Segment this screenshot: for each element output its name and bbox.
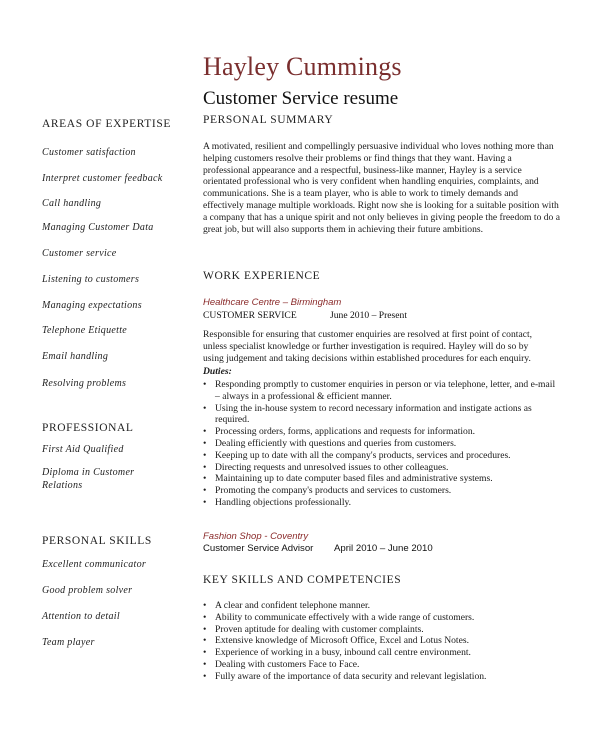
- expertise-item: Customer service: [42, 248, 117, 259]
- expertise-item: Managing expectations: [42, 300, 142, 311]
- skill-item: Attention to detail: [42, 611, 120, 622]
- job1-role: CUSTOMER SERVICE: [203, 310, 297, 321]
- expertise-item: Customer satisfaction: [42, 147, 136, 158]
- expertise-item: Managing Customer Data: [42, 222, 154, 233]
- professional-item: First Aid Qualified: [42, 444, 124, 455]
- expertise-item: Listening to customers: [42, 274, 140, 285]
- duty-item: • Using the in-house system to record necessary information and instigate actions as required.: [203, 402, 532, 426]
- duty-item: • Handling objections professionally.: [203, 496, 352, 508]
- summary-text: A motivated, resilient and compellingly persuasive individual who loves nothing more than helping customers resolve their problems or find things that they want. Having a professional appearance and a respectful, business-like manner, Hayley is a service orientated professional who is very confident when handling enquiries, complaints, and communications. She is a team player, who is able to work to timely demands and effectively manage multiple workloads. Right now she is looking for a suitable position with a company that has a unique spirit and not only believes in giving people the freedom to do a great job, but will also supports them in achieving their future ambitions.: [203, 141, 561, 235]
- expertise-item: Email handling: [42, 351, 109, 362]
- duty-item: • Responding promptly to customer enquiries in person or via telephone, letter, and e-mail – always in a professional & efficient manner.: [203, 379, 556, 402]
- bullet-icon: •: [203, 426, 207, 438]
- summary-heading: PERSONAL SUMMARY: [203, 114, 334, 126]
- job1-duties-list: [203, 379, 559, 509]
- key-skill-item: • A clear and confident telephone manner.: [203, 600, 371, 611]
- professional-heading: PROFESSIONAL: [42, 422, 134, 434]
- job2-role: Customer Service Advisor: [203, 543, 314, 554]
- job2-dates: April 2010 – June 2010: [334, 543, 433, 554]
- key-skill-item: • Dealing with customers Face to Face.: [203, 658, 360, 670]
- experience-heading: WORK EXPERIENCE: [203, 270, 321, 282]
- bullet-icon: •: [203, 600, 207, 611]
- bullet-icon: •: [203, 623, 207, 635]
- duty-item: • Maintaining up to date computer based files and administrative systems.: [203, 473, 493, 485]
- bullet-icon: •: [203, 473, 207, 485]
- key-skill-item: • Fully aware of the importance of data security and relevant legislation.: [203, 670, 487, 682]
- bullet-icon: •: [203, 437, 207, 449]
- bullet-icon: •: [203, 658, 207, 670]
- skills-heading: PERSONAL SKILLS: [42, 535, 152, 547]
- expertise-item: Telephone Etiquette: [42, 325, 128, 336]
- key-skills-heading: KEY SKILLS AND COMPETENCIES: [203, 574, 402, 586]
- key-skill-item: • Experience of working in a busy, inbound call centre environment.: [203, 647, 471, 659]
- job1-company: Healthcare Centre – Birmingham: [203, 297, 342, 308]
- professional-item: Diploma in Customer Relations: [42, 467, 135, 491]
- bullet-icon: •: [203, 402, 207, 414]
- skill-item: Excellent communicator: [42, 559, 147, 570]
- expertise-heading: AREAS OF EXPERTISE: [42, 118, 171, 130]
- expertise-item: Interpret customer feedback: [42, 173, 163, 184]
- job1-duties-label: Duties:: [203, 366, 232, 377]
- bullet-icon: •: [203, 379, 207, 390]
- skill-item: Team player: [42, 637, 95, 648]
- key-skills-list: [203, 600, 559, 683]
- skill-item: Good problem solver: [42, 585, 133, 596]
- expertise-item: Resolving problems: [42, 378, 127, 389]
- bullet-icon: •: [203, 670, 207, 682]
- duty-item: • Dealing efficiently with questions and queries from customers.: [203, 437, 457, 449]
- resume-title: Customer Service resume: [203, 88, 399, 109]
- expertise-item: Call handling: [42, 198, 102, 209]
- key-skill-item: • Extensive knowledge of Microsoft Office, Excel and Lotus Notes.: [203, 635, 469, 647]
- job1-description: Responsible for ensuring that customer enquiries are resolved at first point of contact, unless specialist knowledge or further investigation is required. Hayley will do so by using judgement and taking decisions within established procedures for each enquiry.: [203, 329, 533, 364]
- duty-item: • Keeping up to date with all the company's products, services and procedures.: [203, 449, 511, 461]
- bullet-icon: •: [203, 449, 207, 461]
- bullet-icon: •: [203, 611, 207, 623]
- bullet-icon: •: [203, 485, 207, 497]
- bullet-icon: •: [203, 647, 207, 659]
- job1-dates: June 2010 – Present: [330, 310, 408, 321]
- key-skill-item: • Proven aptitude for dealing with customer complaints.: [203, 623, 424, 635]
- key-skill-item: • Ability to communicate effectively with a wide range of customers.: [203, 611, 475, 623]
- bullet-icon: •: [203, 496, 207, 508]
- candidate-name: Hayley Cummings: [203, 52, 402, 81]
- job2-company: Fashion Shop - Coventry: [203, 531, 309, 542]
- duty-item: • Processing orders, forms, applications and requests for information.: [203, 426, 476, 438]
- duty-item: • Promoting the company's products and services to customers.: [203, 485, 452, 497]
- bullet-icon: •: [203, 461, 207, 473]
- duty-item: • Directing requests and unresolved issues to other colleagues.: [203, 461, 449, 473]
- bullet-icon: •: [203, 635, 207, 647]
